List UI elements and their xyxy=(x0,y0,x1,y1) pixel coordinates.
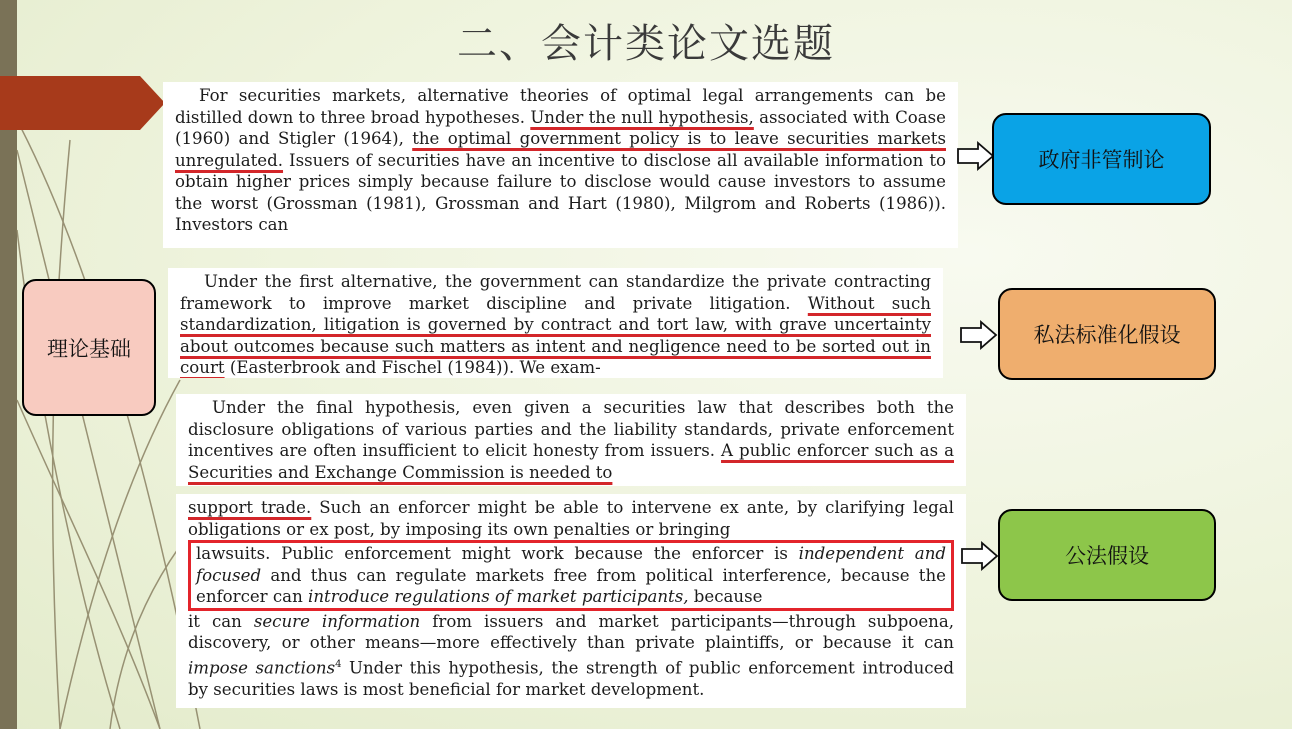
underlined-phrase: Under the null hypothesis, xyxy=(530,107,754,127)
slide-title: 二、会计类论文选题 xyxy=(457,21,835,67)
paragraph: Under the first alternative, the government can standardize the private contracting framework to improve market discipline and private litigation. Without such standardization, litigation is governed by contract and tort law, with grave uncertainty about outcomes because such matters as intent and negligence need to be sorted out in court (Easterbrook and Fischel (1984)). We exam- xyxy=(180,272,931,377)
paragraph: Under the final hypothesis, even given a securities law that describes both the disclosure obligations of various parties and the liability standards, private enforcement incentives are often insufficient to elicit honesty from issuers. A public enforcer such as a Securities and Exchange Commission is needed to xyxy=(188,398,954,482)
text-panel-public-enforcement xyxy=(176,494,966,708)
theory-basis-label: 理论基础 xyxy=(22,279,156,416)
title-ribbon-shape xyxy=(0,76,165,130)
label-public-law-hypothesis: 公法假设 xyxy=(998,509,1216,601)
highlighted-passage-box: lawsuits. Public enforcement might work because the enforcer is independent and focused and thus can regulate markets free from political interference, because the enforcer can introduce regulations of market participants, because xyxy=(188,540,954,611)
underlined-phrase: the optimal government policy is to leave securities markets unregulated. xyxy=(175,129,946,170)
label-private-law-standardization: 私法标准化假设 xyxy=(998,288,1216,380)
arrow-right-icon xyxy=(959,320,999,350)
underlined-phrase: Without such standardization, litigation is governed by contract and tort law, with grave uncertainty about outcomes because such matters as intent and negligence need to be sorted out in court xyxy=(180,293,931,377)
arrow-right-icon xyxy=(960,541,1000,571)
text-panel-null-hypothesis xyxy=(163,82,958,248)
paragraph: it can secure information from issuers and market participants—through subpoena, discovery, or other means—more effectively than private plaintiffs, or because it can impose sanctions$^4$ Under this hypothesis, the strength of public enforcement introduced by securities laws is most beneficial for market development. xyxy=(188,611,954,699)
underlined-phrase: support trade. xyxy=(188,498,312,517)
paragraph: For securities markets, alternative theories of optimal legal arrangements can be distilled down to three broad hypotheses. Under the null hypothesis, associated with Coase (1960) and Stigler (1964), the optimal government policy is to leave securities markets unregulated. Issuers of securities have an incentive to disclose all available information to obtain higher prices simply because failure to disclose would cause investors to assume the worst (Grossman (1981), Grossman and Hart (1980), Milgrom and Roberts (1986)). Investors can xyxy=(175,86,946,234)
text-panel-final-hypothesis xyxy=(176,394,966,486)
arrow-right-icon xyxy=(956,141,996,171)
text-panel-first-alternative xyxy=(168,268,943,378)
paragraph: support trade. Such an enforcer might be able to intervene ex ante, by clarifying legal obligations or ex post, by imposing its own penalties or bringing xyxy=(188,498,954,539)
underlined-phrase: A public enforcer such as a Securities and Exchange Commission is needed to xyxy=(188,441,954,482)
label-government-non-regulation: 政府非管制论 xyxy=(992,113,1211,205)
